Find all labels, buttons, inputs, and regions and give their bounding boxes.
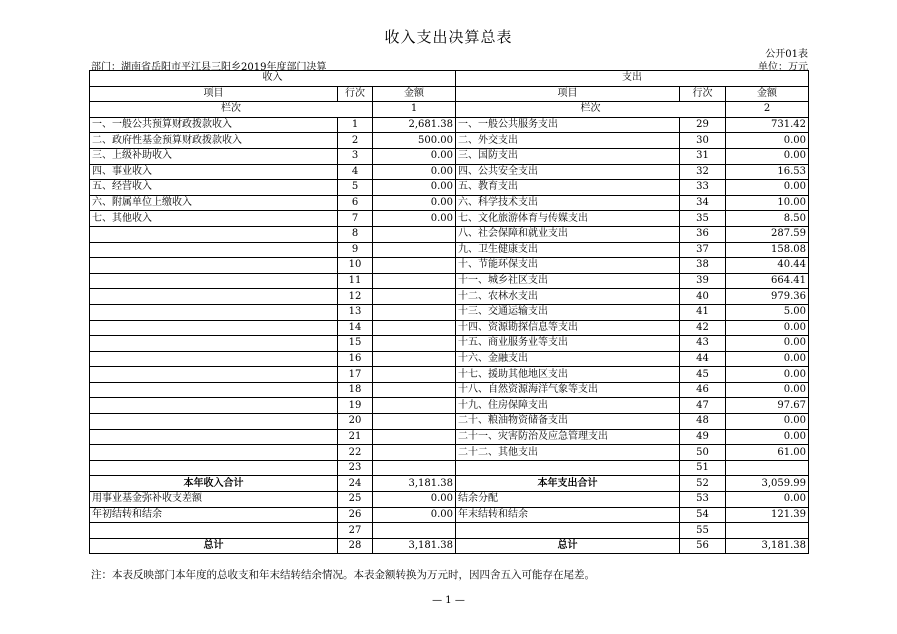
table-row bbox=[90, 429, 809, 445]
expense-rowno-cell: 46 bbox=[680, 382, 726, 398]
expense-amount-cell: 16.53 bbox=[726, 164, 809, 180]
income-amount-cell bbox=[373, 242, 456, 258]
expense-rowno-cell: 32 bbox=[680, 164, 726, 180]
expense-item-cell: 结余分配 bbox=[456, 492, 680, 508]
income-amount-cell: 0.00 bbox=[373, 180, 456, 196]
table-row bbox=[90, 304, 809, 320]
income-amount-cell: 0.00 bbox=[373, 164, 456, 180]
expense-column-label: 栏次 bbox=[456, 102, 726, 118]
expense-amount-cell: 40.44 bbox=[726, 258, 809, 274]
table-body bbox=[90, 117, 809, 554]
income-item-cell bbox=[90, 320, 338, 336]
income-amount-cell bbox=[373, 304, 456, 320]
expense-item-cell: 二十一、灾害防治及应急管理支出 bbox=[456, 429, 680, 445]
income-rowno-cell: 1 bbox=[338, 117, 373, 133]
income-rowno-cell: 9 bbox=[338, 242, 373, 258]
income-amount-cell: 500.00 bbox=[373, 133, 456, 149]
table-row bbox=[90, 507, 809, 523]
expense-item-cell: 本年支出合计 bbox=[456, 476, 680, 492]
income-amount-cell bbox=[373, 398, 456, 414]
income-item-cell: 五、经营收入 bbox=[90, 180, 338, 196]
income-item-cell bbox=[90, 242, 338, 258]
income-rowno-cell: 22 bbox=[338, 445, 373, 461]
expense-rowno-cell: 49 bbox=[680, 429, 726, 445]
table-row bbox=[90, 320, 809, 336]
expense-rowno-cell: 54 bbox=[680, 507, 726, 523]
expense-item-cell: 十六、金融支出 bbox=[456, 351, 680, 367]
expense-amount-cell: 10.00 bbox=[726, 195, 809, 211]
income-amount-cell bbox=[373, 351, 456, 367]
expense-rowno-cell: 43 bbox=[680, 336, 726, 352]
expense-amount-cell: 731.42 bbox=[726, 117, 809, 133]
income-item-cell bbox=[90, 304, 338, 320]
expense-amount-cell: 0.00 bbox=[726, 148, 809, 164]
income-item-cell: 二、政府性基金预算财政拨款收入 bbox=[90, 133, 338, 149]
expense-amount-cell: 158.08 bbox=[726, 242, 809, 258]
expense-item-cell bbox=[456, 460, 680, 476]
income-amount-cell bbox=[373, 382, 456, 398]
income-amount-cell bbox=[373, 445, 456, 461]
expense-item-cell: 三、国防支出 bbox=[456, 148, 680, 164]
expense-amount-cell: 3,181.38 bbox=[726, 538, 809, 554]
income-amount-cell bbox=[373, 460, 456, 476]
income-rowno-cell: 13 bbox=[338, 304, 373, 320]
expense-rowno-cell: 35 bbox=[680, 211, 726, 227]
income-rowno-cell: 27 bbox=[338, 523, 373, 539]
table-row bbox=[90, 117, 809, 133]
income-item-cell: 用事业基金弥补收支差额 bbox=[90, 492, 338, 508]
table-row bbox=[90, 351, 809, 367]
table-row bbox=[90, 336, 809, 352]
income-item-cell bbox=[90, 367, 338, 383]
expense-rowno-cell: 47 bbox=[680, 398, 726, 414]
income-amount-cell bbox=[373, 273, 456, 289]
expense-rowno-header: 行次 bbox=[680, 86, 726, 102]
table-row bbox=[90, 414, 809, 430]
expense-rowno-cell: 41 bbox=[680, 304, 726, 320]
income-rowno-cell: 24 bbox=[338, 476, 373, 492]
expense-rowno-cell: 40 bbox=[680, 289, 726, 305]
table-row bbox=[90, 195, 809, 211]
table-row bbox=[90, 538, 809, 554]
expense-amount-cell: 5.00 bbox=[726, 304, 809, 320]
income-item-cell bbox=[90, 445, 338, 461]
income-amount-cell bbox=[373, 258, 456, 274]
section-header-row bbox=[90, 71, 809, 87]
income-rowno-cell: 11 bbox=[338, 273, 373, 289]
income-item-cell bbox=[90, 258, 338, 274]
expense-rowno-cell: 36 bbox=[680, 226, 726, 242]
table-row bbox=[90, 258, 809, 274]
expense-rowno-cell: 56 bbox=[680, 538, 726, 554]
expense-item-cell: 五、教育支出 bbox=[456, 180, 680, 196]
income-item-cell bbox=[90, 460, 338, 476]
income-rowno-cell: 5 bbox=[338, 180, 373, 196]
expense-item-cell: 八、社会保障和就业支出 bbox=[456, 226, 680, 242]
income-rowno-cell: 21 bbox=[338, 429, 373, 445]
table-row bbox=[90, 273, 809, 289]
expense-amount-cell: 8.50 bbox=[726, 211, 809, 227]
expense-rowno-cell: 30 bbox=[680, 133, 726, 149]
income-rowno-cell: 26 bbox=[338, 507, 373, 523]
expense-item-cell: 十三、交通运输支出 bbox=[456, 304, 680, 320]
income-amount-cell bbox=[373, 226, 456, 242]
income-item-cell bbox=[90, 226, 338, 242]
income-amount-cell: 3,181.38 bbox=[373, 476, 456, 492]
income-rowno-cell: 7 bbox=[338, 211, 373, 227]
income-amount-cell bbox=[373, 320, 456, 336]
expense-amount-cell: 979.36 bbox=[726, 289, 809, 305]
expense-item-cell: 九、卫生健康支出 bbox=[456, 242, 680, 258]
income-item-cell: 本年收入合计 bbox=[90, 476, 338, 492]
income-rowno-cell: 3 bbox=[338, 148, 373, 164]
expense-rowno-cell: 39 bbox=[680, 273, 726, 289]
income-amount-cell bbox=[373, 523, 456, 539]
table-row bbox=[90, 523, 809, 539]
expense-rowno-cell: 44 bbox=[680, 351, 726, 367]
income-amount-cell: 0.00 bbox=[373, 195, 456, 211]
expense-amount-cell: 0.00 bbox=[726, 336, 809, 352]
expense-item-cell: 十四、资源勘探信息等支出 bbox=[456, 320, 680, 336]
income-item-cell: 四、事业收入 bbox=[90, 164, 338, 180]
expense-amount-cell: 0.00 bbox=[726, 492, 809, 508]
table-row bbox=[90, 242, 809, 258]
table-row bbox=[90, 180, 809, 196]
expense-item-cell: 二、外交支出 bbox=[456, 133, 680, 149]
table-row bbox=[90, 148, 809, 164]
table-row bbox=[90, 476, 809, 492]
expense-amount-cell: 0.00 bbox=[726, 351, 809, 367]
income-item-header: 项目 bbox=[90, 86, 338, 102]
expense-rowno-cell: 45 bbox=[680, 367, 726, 383]
table-row bbox=[90, 460, 809, 476]
expense-rowno-cell: 29 bbox=[680, 117, 726, 133]
income-amount-cell: 0.00 bbox=[373, 492, 456, 508]
income-column-number: 1 bbox=[373, 102, 456, 118]
income-rowno-cell: 14 bbox=[338, 320, 373, 336]
department-label: 部门：湖南省岳阳市平江县三阳乡2019年度部门决算 bbox=[91, 62, 327, 73]
income-item-cell: 一、一般公共预算财政拨款收入 bbox=[90, 117, 338, 133]
expense-item-cell: 十七、援助其他地区支出 bbox=[456, 367, 680, 383]
expense-amount-cell: 0.00 bbox=[726, 414, 809, 430]
expense-rowno-cell: 33 bbox=[680, 180, 726, 196]
expense-amount-cell: 121.39 bbox=[726, 507, 809, 523]
table-row bbox=[90, 211, 809, 227]
expense-rowno-cell: 34 bbox=[680, 195, 726, 211]
expense-item-cell: 十一、城乡社区支出 bbox=[456, 273, 680, 289]
expense-amount-cell: 664.41 bbox=[726, 273, 809, 289]
income-amount-cell: 3,181.38 bbox=[373, 538, 456, 554]
income-rowno-cell: 17 bbox=[338, 367, 373, 383]
expense-item-cell bbox=[456, 523, 680, 539]
income-rowno-cell: 2 bbox=[338, 133, 373, 149]
income-amount-cell bbox=[373, 336, 456, 352]
income-amount-header: 金额 bbox=[373, 86, 456, 102]
expense-amount-cell: 3,059.99 bbox=[726, 476, 809, 492]
expense-rowno-cell: 51 bbox=[680, 460, 726, 476]
income-amount-cell bbox=[373, 414, 456, 430]
income-column-label: 栏次 bbox=[90, 102, 373, 118]
expense-amount-cell bbox=[726, 523, 809, 539]
expense-item-cell: 十、节能环保支出 bbox=[456, 258, 680, 274]
income-amount-cell: 0.00 bbox=[373, 507, 456, 523]
income-rowno-cell: 8 bbox=[338, 226, 373, 242]
table-row bbox=[90, 164, 809, 180]
expense-amount-cell: 0.00 bbox=[726, 429, 809, 445]
expense-item-cell: 六、科学技术支出 bbox=[456, 195, 680, 211]
expense-amount-cell: 0.00 bbox=[726, 180, 809, 196]
expense-rowno-cell: 53 bbox=[680, 492, 726, 508]
income-rowno-cell: 20 bbox=[338, 414, 373, 430]
income-item-cell bbox=[90, 398, 338, 414]
income-rowno-cell: 10 bbox=[338, 258, 373, 274]
income-amount-cell bbox=[373, 429, 456, 445]
income-rowno-cell: 25 bbox=[338, 492, 373, 508]
expense-amount-cell: 287.59 bbox=[726, 226, 809, 242]
income-amount-cell: 0.00 bbox=[373, 211, 456, 227]
expense-rowno-cell: 37 bbox=[680, 242, 726, 258]
expense-item-header: 项目 bbox=[456, 86, 680, 102]
income-item-cell bbox=[90, 273, 338, 289]
expense-rowno-cell: 42 bbox=[680, 320, 726, 336]
expense-item-cell: 十九、住房保障支出 bbox=[456, 398, 680, 414]
column-header-row bbox=[90, 86, 809, 102]
expense-rowno-cell: 50 bbox=[680, 445, 726, 461]
income-rowno-cell: 28 bbox=[338, 538, 373, 554]
income-rowno-cell: 6 bbox=[338, 195, 373, 211]
expense-item-cell: 总计 bbox=[456, 538, 680, 554]
income-rowno-cell: 18 bbox=[338, 382, 373, 398]
expense-item-cell: 十二、农林水支出 bbox=[456, 289, 680, 305]
expense-amount-header: 金额 bbox=[726, 86, 809, 102]
expense-rowno-cell: 38 bbox=[680, 258, 726, 274]
expense-item-cell: 二十二、其他支出 bbox=[456, 445, 680, 461]
income-amount-cell: 0.00 bbox=[373, 148, 456, 164]
table-row bbox=[90, 398, 809, 414]
table-row bbox=[90, 289, 809, 305]
income-item-cell: 总计 bbox=[90, 538, 338, 554]
table-row bbox=[90, 133, 809, 149]
income-item-cell: 六、附属单位上缴收入 bbox=[90, 195, 338, 211]
expense-rowno-cell: 48 bbox=[680, 414, 726, 430]
income-item-cell bbox=[90, 429, 338, 445]
income-item-cell bbox=[90, 351, 338, 367]
page-number: — 1 — bbox=[432, 595, 465, 606]
income-item-cell bbox=[90, 523, 338, 539]
footnote: 注：本表反映部门本年度的总收支和年末结转结余情况。本表金额转换为万元时，因四舍五入可能存在尾差。 bbox=[91, 569, 595, 581]
income-item-cell bbox=[90, 289, 338, 305]
income-item-cell: 三、上级补助收入 bbox=[90, 148, 338, 164]
income-item-cell: 七、其他收入 bbox=[90, 211, 338, 227]
income-rowno-cell: 12 bbox=[338, 289, 373, 305]
table-row bbox=[90, 226, 809, 242]
income-rowno-cell: 19 bbox=[338, 398, 373, 414]
expense-amount-cell: 0.00 bbox=[726, 320, 809, 336]
income-rowno-cell: 4 bbox=[338, 164, 373, 180]
income-rowno-cell: 23 bbox=[338, 460, 373, 476]
income-rowno-cell: 16 bbox=[338, 351, 373, 367]
form-number: 公开01表 bbox=[765, 49, 808, 60]
income-amount-cell bbox=[373, 367, 456, 383]
column-number-row bbox=[90, 102, 809, 118]
income-rowno-cell: 15 bbox=[338, 336, 373, 352]
expense-amount-cell bbox=[726, 460, 809, 476]
expense-item-cell: 四、公共安全支出 bbox=[456, 164, 680, 180]
income-header: 收入 bbox=[90, 71, 456, 87]
expense-rowno-cell: 52 bbox=[680, 476, 726, 492]
income-rowno-header: 行次 bbox=[338, 86, 373, 102]
table-row bbox=[90, 382, 809, 398]
unit-label: 单位：万元 bbox=[758, 62, 808, 73]
income-amount-cell: 2,681.38 bbox=[373, 117, 456, 133]
expense-item-cell: 七、文化旅游体育与传媒支出 bbox=[456, 211, 680, 227]
table-row bbox=[90, 492, 809, 508]
expense-item-cell: 十八、自然资源海洋气象等支出 bbox=[456, 382, 680, 398]
expense-amount-cell: 61.00 bbox=[726, 445, 809, 461]
expense-amount-cell: 0.00 bbox=[726, 367, 809, 383]
income-item-cell bbox=[90, 414, 338, 430]
expense-column-number: 2 bbox=[726, 102, 809, 118]
expense-header: 支出 bbox=[456, 71, 809, 87]
expense-item-cell: 年末结转和结余 bbox=[456, 507, 680, 523]
income-item-cell: 年初结转和结余 bbox=[90, 507, 338, 523]
expense-item-cell: 二十、粮油物资储备支出 bbox=[456, 414, 680, 430]
income-amount-cell bbox=[373, 289, 456, 305]
table-row bbox=[90, 367, 809, 383]
page-title: 收入支出决算总表 bbox=[384, 28, 513, 46]
expense-rowno-cell: 55 bbox=[680, 523, 726, 539]
expense-amount-cell: 0.00 bbox=[726, 133, 809, 149]
expense-rowno-cell: 31 bbox=[680, 148, 726, 164]
expense-item-cell: 十五、商业服务业等支出 bbox=[456, 336, 680, 352]
expense-amount-cell: 0.00 bbox=[726, 382, 809, 398]
income-expense-table bbox=[89, 70, 809, 554]
expense-item-cell: 一、一般公共服务支出 bbox=[456, 117, 680, 133]
income-item-cell bbox=[90, 336, 338, 352]
expense-amount-cell: 97.67 bbox=[726, 398, 809, 414]
income-item-cell bbox=[90, 382, 338, 398]
table-row bbox=[90, 445, 809, 461]
